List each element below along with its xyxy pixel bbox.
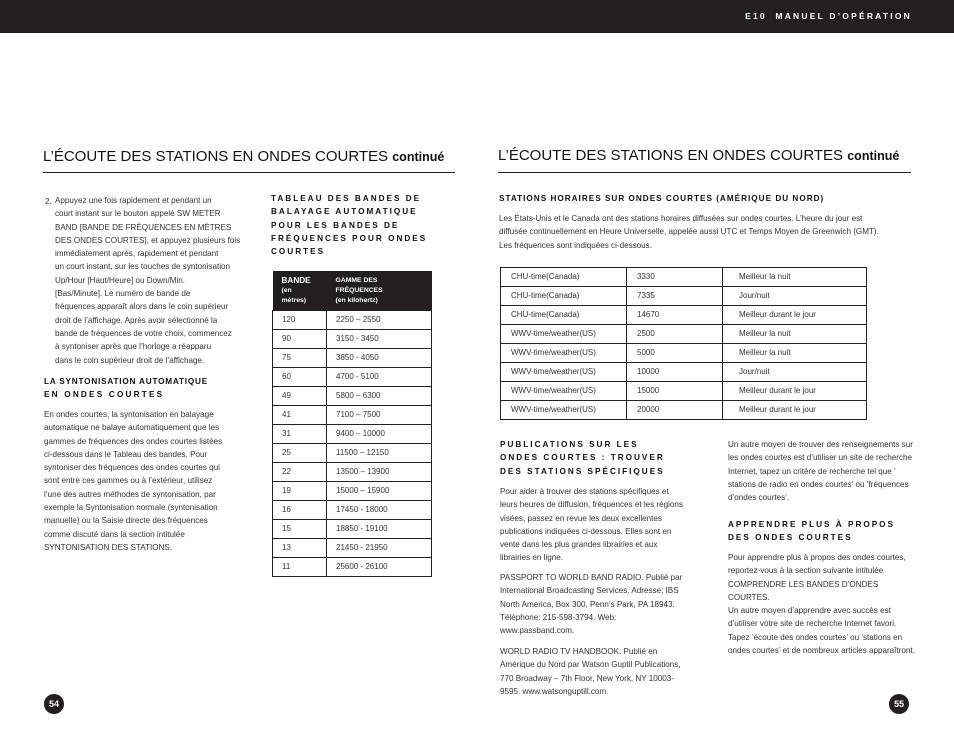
- left-section-title-cont: continué: [392, 150, 445, 164]
- range-cell: 3150 - 3450: [327, 330, 432, 349]
- band-header-label: BANDE: [281, 276, 311, 285]
- right-title-rule: [498, 172, 911, 173]
- range-cell: 25600 - 26100: [327, 558, 432, 577]
- wrtvh-line: Amérique du Nord par Watson Guptil Publications,: [500, 660, 681, 670]
- station-time-cell: Meilleur la nuit: [723, 344, 867, 363]
- wrtvh-line: 9595. www.watsonguptill.com.: [500, 686, 609, 696]
- left-section-title: [43, 148, 444, 165]
- station-freq-cell: 14670: [627, 306, 723, 325]
- learn-line: Un autre moyen d’apprendre avec succès est: [728, 606, 891, 616]
- table-row: [501, 325, 867, 344]
- other-way-line: les ondes courtes est d’utiliser un site de recherche: [728, 453, 913, 463]
- passport-line: www.passband.com.: [500, 626, 575, 636]
- station-freq-cell: 5000: [627, 344, 723, 363]
- band-header-sub: (en mètres): [281, 287, 307, 304]
- station-time-cell: Meilleur la nuit: [723, 325, 867, 344]
- table-row: [273, 330, 432, 349]
- stations-heading: STATIONS HORAIRES SUR ONDES COURTES (AMÉRIQUE DU NORD): [499, 194, 825, 203]
- stations-intro: [499, 212, 909, 252]
- publications-heading: [500, 438, 665, 478]
- band-cell: 41: [273, 406, 327, 425]
- learn-more-heading: [728, 518, 895, 545]
- table-row: [273, 463, 432, 482]
- station-freq-cell: 20000: [627, 401, 723, 420]
- range-cell: 18850 - 19100: [327, 520, 432, 539]
- learn-more-text: [728, 551, 918, 657]
- station-name-cell: WWV-time/weather(US): [501, 382, 627, 401]
- table-row: [273, 368, 432, 387]
- range-cell: 5800 – 6300: [327, 387, 432, 406]
- passport-line: Téléphone: 215-598-3794. Web:: [500, 612, 617, 622]
- band-cell: 25: [273, 444, 327, 463]
- stations-intro-line: Les fréquences sont indiquées ci-dessous.: [499, 240, 652, 250]
- table-row: [273, 349, 432, 368]
- station-time-cell: Meilleur la nuit: [723, 268, 867, 287]
- right-page-number: 55: [889, 694, 909, 714]
- table-row: [273, 539, 432, 558]
- range-header-sub: (en kilohertz): [335, 297, 378, 304]
- band-cell: 60: [273, 368, 327, 387]
- wrtvh-line: WORLD RADIO TV HANDBOOK. Publié en: [500, 647, 658, 656]
- station-freq-cell: 3330: [627, 268, 723, 287]
- range-column-header: [327, 271, 432, 311]
- wrtvh-line: 770 Broadway – 7th Floor, New York, NY 10003-: [500, 673, 674, 683]
- band-table-heading-line: COURTES: [271, 247, 326, 257]
- auto-line: sont entre ces gammes ou à l’extérieur, utilisez: [44, 476, 213, 486]
- publications-heading-line: DES STATIONS SPÉCIFIQUES: [500, 466, 665, 476]
- left-page-number: 54: [44, 694, 64, 714]
- station-time-cell: Meilleur durant le jour: [723, 401, 867, 420]
- other-way-line: Un autre moyen de trouver des renseignements sur: [728, 440, 913, 449]
- pubs-line: publications indiquées ci-dessous. Elles sont en: [500, 526, 672, 536]
- left-title-rule: [43, 172, 455, 173]
- station-name-cell: WWV-time/weather(US): [501, 325, 627, 344]
- band-cell: 16: [273, 501, 327, 520]
- step-line: bande de fréquences de votre choix, commencez: [55, 328, 232, 338]
- table-row: [501, 306, 867, 325]
- auto-line: gammes de fréquences des ondes courtes listées: [44, 436, 223, 446]
- step-line: Up/Hour [Haut/Heure] ou Down/Min.: [55, 275, 186, 285]
- table-row: [273, 406, 432, 425]
- other-way-line: Internet, tapez un critère de recherche tel que ’: [728, 466, 896, 476]
- auto-line: comme discuté dans la section intitulée: [44, 529, 185, 539]
- table-row: [501, 268, 867, 287]
- band-table-heading-line: POUR LES BANDES DE: [271, 220, 400, 230]
- wrtvh-entry: [500, 645, 695, 698]
- table-row: [273, 501, 432, 520]
- step-number: 2.: [45, 197, 52, 206]
- publications-intro: [500, 485, 695, 565]
- learn-line: Tapez ’écoute des ondes courtes’ ou ’stations en: [728, 632, 903, 642]
- range-cell: 3850 - 4050: [327, 349, 432, 368]
- pubs-line: librairies en ligne.: [500, 553, 563, 563]
- learn-line: reportez-vous à la section suivante intitulée: [728, 566, 884, 576]
- band-cell: 75: [273, 349, 327, 368]
- table-row: [501, 382, 867, 401]
- band-table-heading-line: TABLEAU DES BANDES DE: [271, 194, 422, 203]
- step-line: à syntoniser après que l’horloge a réapparu: [55, 342, 212, 352]
- station-time-cell: Jour/nuit: [723, 363, 867, 382]
- band-cell: 13: [273, 539, 327, 558]
- left-section-title-text: L’ÉCOUTE DES STATIONS EN ONDES COURTES: [43, 148, 389, 165]
- range-cell: 2250 – 2550: [327, 311, 432, 330]
- passport-line: PASSPORT TO WORLD BAND RADIO. Publié par: [500, 573, 683, 582]
- step-line: droit de l’affichage. Après avoir sélectionné la: [55, 315, 218, 325]
- table-row: [273, 558, 432, 577]
- station-freq-cell: 7335: [627, 287, 723, 306]
- header-title: [745, 11, 912, 21]
- band-cell: 49: [273, 387, 327, 406]
- band-table: [272, 271, 432, 577]
- other-way-line: stations de radio en ondes courtes’ ou ’fréquences: [728, 479, 909, 489]
- range-cell: 17450 - 18000: [327, 501, 432, 520]
- band-cell: 22: [273, 463, 327, 482]
- band-cell: 15: [273, 520, 327, 539]
- table-row: [501, 363, 867, 382]
- auto-line: manuelle) ou la Saisie directe des fréquences: [44, 516, 208, 526]
- range-cell: 13500 – 13900: [327, 463, 432, 482]
- stations-table: [500, 267, 867, 420]
- step-line: un court instant, sur les touches de syntonisation: [55, 262, 231, 272]
- publications-heading-line: PUBLICATIONS SUR LES: [500, 440, 639, 449]
- auto-line: En ondes courtes, la syntonisation en balayage: [44, 410, 214, 419]
- passport-line: North America, Box 300, Penn’s Park, PA 18943.: [500, 599, 675, 609]
- right-section-title: [498, 147, 899, 164]
- table-row: [273, 520, 432, 539]
- station-time-cell: Meilleur durant le jour: [723, 306, 867, 325]
- learn-heading-line: APPRENDRE PLUS À PROPOS: [728, 520, 896, 529]
- right-section-title-text: L’ÉCOUTE DES STATIONS EN ONDES COURTES: [498, 147, 844, 164]
- step-line: [Bas/Minute]. Le numéro de bande de: [55, 289, 191, 299]
- header-model: E10: [745, 11, 767, 21]
- table-row: [273, 444, 432, 463]
- station-name-cell: WWV-time/weather(US): [501, 401, 627, 420]
- range-cell: 7100 – 7500: [327, 406, 432, 425]
- band-table-header-row: [273, 271, 432, 311]
- auto-line: ci-dessous dans le Tableau des bandes. Pour: [44, 449, 208, 459]
- range-cell: 21450 - 21950: [327, 539, 432, 558]
- step-line: fréquences apparaît alors dans le coin supérieur: [55, 302, 229, 312]
- step-line: BAND [BANDE DE FRÉQUENCES EN MÈTRES: [55, 222, 232, 232]
- table-row: [501, 287, 867, 306]
- station-freq-cell: 15000: [627, 382, 723, 401]
- station-name-cell: CHU-time(Canada): [501, 306, 627, 325]
- pubs-line: leurs heures de diffusion, fréquences et les régions: [500, 500, 683, 510]
- auto-scan-text: [44, 408, 244, 554]
- table-row: [273, 482, 432, 501]
- step-line: Appuyez une fois rapidement et pendant un: [55, 196, 212, 205]
- auto-scan-heading: [44, 375, 208, 402]
- learn-line: Pour apprendre plus à propos des ondes courtes,: [728, 553, 906, 562]
- auto-line: exemple la Syntonisation normale (syntonisation: [44, 503, 218, 513]
- step-line: court instant sur le bouton appelé SW METER: [55, 209, 221, 219]
- auto-line: SYNTONISATION DES STATIONS.: [44, 542, 173, 552]
- table-row: [273, 425, 432, 444]
- right-section-title-cont: continué: [847, 149, 900, 163]
- header-manual-title: MANUEL D’OPÉRATION: [775, 11, 912, 21]
- station-time-cell: Meilleur durant le jour: [723, 382, 867, 401]
- pubs-line: visées, passez en revue les deux excellentes: [500, 513, 662, 523]
- step-line: DES ONDES COURTES], et appuyez plusieurs fois: [55, 235, 241, 245]
- station-name-cell: CHU-time(Canada): [501, 268, 627, 287]
- learn-line: COMPRENDRE LES BANDES D’ONDES COURTES.: [728, 579, 879, 602]
- station-name-cell: WWV-time/weather(US): [501, 344, 627, 363]
- other-way-text: [728, 438, 918, 504]
- auto-line: automatique ne balaye automatiquement que les: [44, 423, 220, 433]
- stations-intro-line: Les États-Unis et le Canada ont des stations horaires diffusées sur ondes courtes. L’heure du jour est: [499, 214, 863, 223]
- other-way-line: d’ondes courtes’.: [728, 493, 790, 503]
- band-cell: 19: [273, 482, 327, 501]
- range-header-label: GAMME DES FRÉQUENCES: [335, 277, 383, 294]
- pubs-line: vente dans les plus grandes librairies et aux: [500, 540, 658, 550]
- band-cell: 120: [273, 311, 327, 330]
- table-row: [273, 311, 432, 330]
- band-table-heading-line: FRÉQUENCES POUR ONDES: [271, 233, 428, 243]
- header-bar: [0, 0, 954, 33]
- auto-scan-heading-line: EN ONDES COURTES: [44, 390, 165, 400]
- band-table-heading: [271, 192, 427, 258]
- table-row: [501, 344, 867, 363]
- range-cell: 4700 - 5100: [327, 368, 432, 387]
- auto-scan-heading-line: LA SYNTONISATION AUTOMATIQUE: [44, 377, 209, 386]
- pubs-line: Pour aider à trouver des stations spécifiques et: [500, 487, 669, 496]
- passport-line: International Broadcasting Services. Adresse: IBS: [500, 586, 679, 596]
- step-line: dans le coin supérieur droit de l’affichage.: [55, 355, 205, 365]
- learn-heading-line: DES ONDES COURTES: [728, 533, 853, 543]
- range-cell: 15000 – 15900: [327, 482, 432, 501]
- step-text: [55, 194, 245, 367]
- band-table-heading-line: BALAYAGE AUTOMATIQUE: [271, 207, 418, 217]
- table-row: [501, 401, 867, 420]
- band-cell: 90: [273, 330, 327, 349]
- band-cell: 11: [273, 558, 327, 577]
- passport-entry: [500, 571, 695, 637]
- range-cell: 11500 – 12150: [327, 444, 432, 463]
- band-cell: 31: [273, 425, 327, 444]
- publications-heading-line: ONDES COURTES : TROUVER: [500, 453, 665, 463]
- learn-line: d’utiliser votre site de recherche Internet favori.: [728, 619, 897, 629]
- station-name-cell: WWV-time/weather(US): [501, 363, 627, 382]
- step-line: immédiatement après, rapidement et pendant: [55, 249, 219, 259]
- range-cell: 9400 – 10000: [327, 425, 432, 444]
- table-row: [273, 387, 432, 406]
- station-freq-cell: 2500: [627, 325, 723, 344]
- station-freq-cell: 10000: [627, 363, 723, 382]
- auto-line: syntoniser des fréquences des ondes courtes qui: [44, 463, 220, 473]
- stations-intro-line: diffusée continuellement en Heure Universelle, appelée aussi UTC et Temps Moyen de Greenwich (GMT).: [499, 227, 879, 237]
- band-column-header: [273, 271, 327, 311]
- learn-line: ondes courtes’ et de nombreux articles apparaîtront.: [728, 646, 915, 656]
- station-name-cell: CHU-time(Canada): [501, 287, 627, 306]
- station-time-cell: Jour/nuit: [723, 287, 867, 306]
- auto-line: l’une des autres méthodes de syntonisation, par: [44, 489, 216, 499]
